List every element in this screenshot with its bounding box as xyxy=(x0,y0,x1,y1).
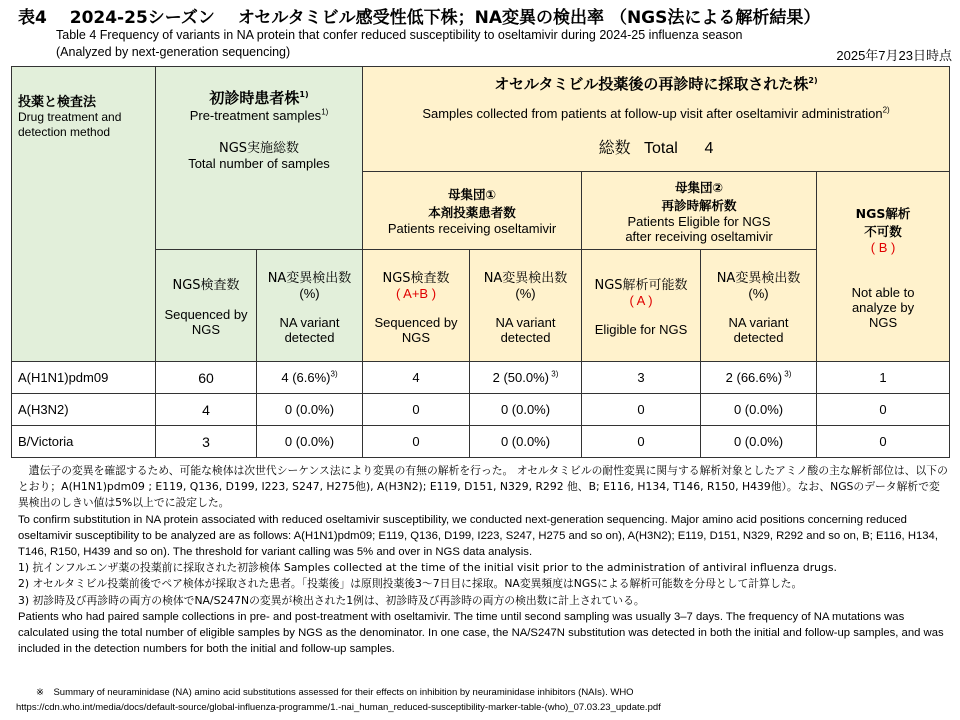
reference-line1: ※ Summary of neuraminidase (NA) amino acid substitutions assessed for their effects on inhibition by neuraminidase inhibitors (NAIs). WHO xyxy=(36,687,634,698)
subheader-2-en: NA variant detected xyxy=(279,314,340,345)
table-cell: 3 xyxy=(582,362,701,394)
not-analyzable-jp2: 不可数 xyxy=(864,223,902,239)
subheader-6-en: NA variant detected xyxy=(728,314,789,345)
note-2: 2) オセルタミビル投薬前後でペア検体が採取された患者。「投薬後」は原則投薬後3～7日目に採取。NA変異頻度はNGSによる解析可能数を分母として計算した。 xyxy=(18,577,803,591)
subheader-6-code: (%) xyxy=(748,285,769,301)
table-cell: 0 (0.0%) xyxy=(733,402,784,417)
group1-title: 母集団① xyxy=(447,187,497,202)
group2-en1: Patients Eligible for NGS xyxy=(627,213,771,229)
note-en-method: To confirm substitution in NA protein associated with reduced oseltamivir susceptibility, we conducted next-generation sequencing. Major amino acid positions concerning reduced oseltamivir susceptibility to be analyzed are as follows: A(H1N1)pdm09; E119, Q136, D199, I223, S247, H275 and so on), A(H3N2); E119, D151, N329, R292 and so on, B; E116, H134, T146, R150, H439 and so on). The threshold for variant calling was 5% and over in NGS data analysis. xyxy=(18,513,938,559)
footnote-ref: 3) xyxy=(549,369,559,379)
reference xyxy=(16,685,661,715)
group1-header-cell xyxy=(363,172,582,250)
total-label-en: Total xyxy=(644,140,678,157)
footnotes xyxy=(18,463,948,657)
table-cell: 0 xyxy=(582,426,701,458)
table-cell: 0 (0.0%) xyxy=(284,402,335,417)
subheader-1-jp: NGS検査数 xyxy=(172,278,240,293)
group2-subtitle: 再診時解析数 xyxy=(661,197,737,213)
ngs-total-en: Total number of samples xyxy=(188,156,330,171)
note-jp-method: 遺伝子の変異を確認するため、可能な検体は次世代シーケンス法により変異の有無の解析を行った。 オセルタミビルの耐性変異に関与する解析対象としたアミノ酸の主な解析部位は、以下のとおり；A(H1N1)pdm09 ; E119, Q136, D199, I223, S247, H275他), A(H3N2); E119, D151, N329, R292 他、B; E116, H134, T146, R150, H439他）。なお、NGSのデータ解析で変異検出のしきい値は5%以上でに設定した。 xyxy=(18,464,948,510)
pre-header-en-sup: 1) xyxy=(321,107,329,117)
as-of-date: 2025年7月23日時点 xyxy=(836,48,952,63)
row-type: A(H1N1)pdm09 xyxy=(12,362,156,394)
table-cell: 0 (0.0%) xyxy=(500,434,551,449)
drug-header-jp: 投薬と検査法 xyxy=(18,95,97,110)
table-cell: 2 (66.6%) xyxy=(725,370,783,385)
post-header-en-sup: 2) xyxy=(882,105,890,115)
subheader-5-en: Eligible for NGS xyxy=(594,322,688,337)
post-header-jp: オセルタミビル投薬後の再診時に採取された株 xyxy=(494,75,809,93)
group1-subtitle: 本剤投薬患者数 xyxy=(428,205,516,220)
table-cell: 0 (0.0%) xyxy=(284,434,335,449)
group2-title: 母集団② xyxy=(674,179,724,195)
subheader-5-jp: NGS解析可能数 xyxy=(594,278,688,293)
table-cell: 0 xyxy=(817,426,950,458)
subheader-3-code: ( A+B ) xyxy=(395,285,437,301)
subheader-1-en: Sequenced by NGS xyxy=(164,307,248,337)
subheader-4-code: (%) xyxy=(515,285,536,301)
table-cell: 0 xyxy=(363,394,470,426)
pre-header-en: Pre-treatment samples xyxy=(189,108,322,123)
subheader-4-jp: NA変異検出数 xyxy=(483,270,568,286)
table-cell: 0 (0.0%) xyxy=(733,434,784,449)
group1-en: Patients receiving oseltamivir xyxy=(387,221,557,236)
subheader-5-code: ( A ) xyxy=(629,293,653,308)
page-subtitle: Table 4 Frequency of variants in NA protein that confer reduced susceptibility to oseltamivir during 2024-25 influenza season (Analyzed by next-generation sequencing) xyxy=(56,28,743,59)
table-cell: 4 (6.6%) xyxy=(281,370,331,385)
total-value: 4 xyxy=(704,140,714,157)
table-cell: 4 xyxy=(363,362,470,394)
subheader-3 xyxy=(363,250,470,362)
subheader-4 xyxy=(470,250,582,362)
subheader-1 xyxy=(156,250,257,362)
post-header-en: Samples collected from patients at follow-up visit after oseltamivir administration xyxy=(422,106,883,121)
note-1: 1) 抗インフルエンザ薬の投薬前に採取された初診検体 Samples collected at the time of the initial visit prior to the administration of antiviral influenza drugs. xyxy=(18,561,837,575)
table-cell: 0 (0.0%) xyxy=(500,402,551,417)
pre-header-sup: 1) xyxy=(299,90,309,99)
subheader-3-en: Sequenced by NGS xyxy=(374,314,458,345)
not-analyzable-jp1: NGS解析 xyxy=(855,205,911,221)
subheader-2-code: (%) xyxy=(299,285,320,301)
table-cell: 4 xyxy=(156,394,257,426)
table-cell: 1 xyxy=(817,362,950,394)
drug-header-en: Drug treatment and detection method xyxy=(18,110,122,139)
table-cell: 0 xyxy=(582,394,701,426)
subheader-5 xyxy=(582,250,701,362)
table-row xyxy=(12,362,950,394)
row-type: A(H3N2) xyxy=(12,394,156,426)
footnote-ref: 3) xyxy=(330,369,338,379)
subheader-6-jp: NA変異検出数 xyxy=(716,270,801,286)
subheader-3-jp: NGS検査数 xyxy=(382,270,450,286)
table-cell: 3 xyxy=(156,426,257,458)
pre-header-jp: 初診時患者株 xyxy=(209,89,300,107)
not-analyzable-header-cell xyxy=(817,172,950,362)
row-type: B/Victoria xyxy=(12,426,156,458)
table-cell: 0 xyxy=(817,394,950,426)
group2-header-cell xyxy=(582,172,817,250)
table-cell: 60 xyxy=(156,362,257,394)
footnote-ref: 3) xyxy=(782,369,792,379)
not-analyzable-en: Not able to analyze by NGS xyxy=(851,284,915,330)
subheader-2-jp: NA変異検出数 xyxy=(267,270,352,286)
group2-en2: after receiving oseltamivir xyxy=(625,228,773,244)
post-header-sup: 2) xyxy=(808,76,818,85)
table-cell: 2 (50.0%) xyxy=(492,370,550,385)
subheader-4-en: NA variant detected xyxy=(495,314,556,345)
not-analyzable-code: ( B ) xyxy=(870,239,896,255)
table-cell: 0 xyxy=(363,426,470,458)
results-table-body xyxy=(11,171,950,458)
reference-url[interactable]: https://cdn.who.int/media/docs/default-source/global-influenza-programme/1.-nai_human_reduced-susceptibility-marker-table-(who)_07.03.23_update.pdf xyxy=(16,702,661,713)
note-en-followup: Patients who had paired sample collections in pre- and post-treatment with oseltamivir. The time until second sampling was usually 3–7 days. The frequency of NA mutations was calculated using the total number of eligible samples by NGS as the denominator. In one case, the NA/S247N substitution was detected in both the initial and follow-up samples, and was included in the detection numbers for both the initial and follow-up samples. xyxy=(18,610,944,656)
total-label-jp: 総数 xyxy=(598,138,631,157)
table-row xyxy=(12,394,950,426)
ngs-total-jp: NGS実施総数 xyxy=(218,141,300,156)
page-title: 表4 2024-25シーズン オセルタミビル感受性低下株；NA変異の検出率 （NGS法による解析結果） xyxy=(18,8,821,28)
subheader-2 xyxy=(257,250,363,362)
note-3: 3) 初診時及び再診時の両方の検体でNA/S247Nの変異が検出された1例は、初診時及び再診時の両方の検出数に計上されている。 xyxy=(18,593,645,607)
subheader-6 xyxy=(701,250,817,362)
table-row xyxy=(12,426,950,458)
